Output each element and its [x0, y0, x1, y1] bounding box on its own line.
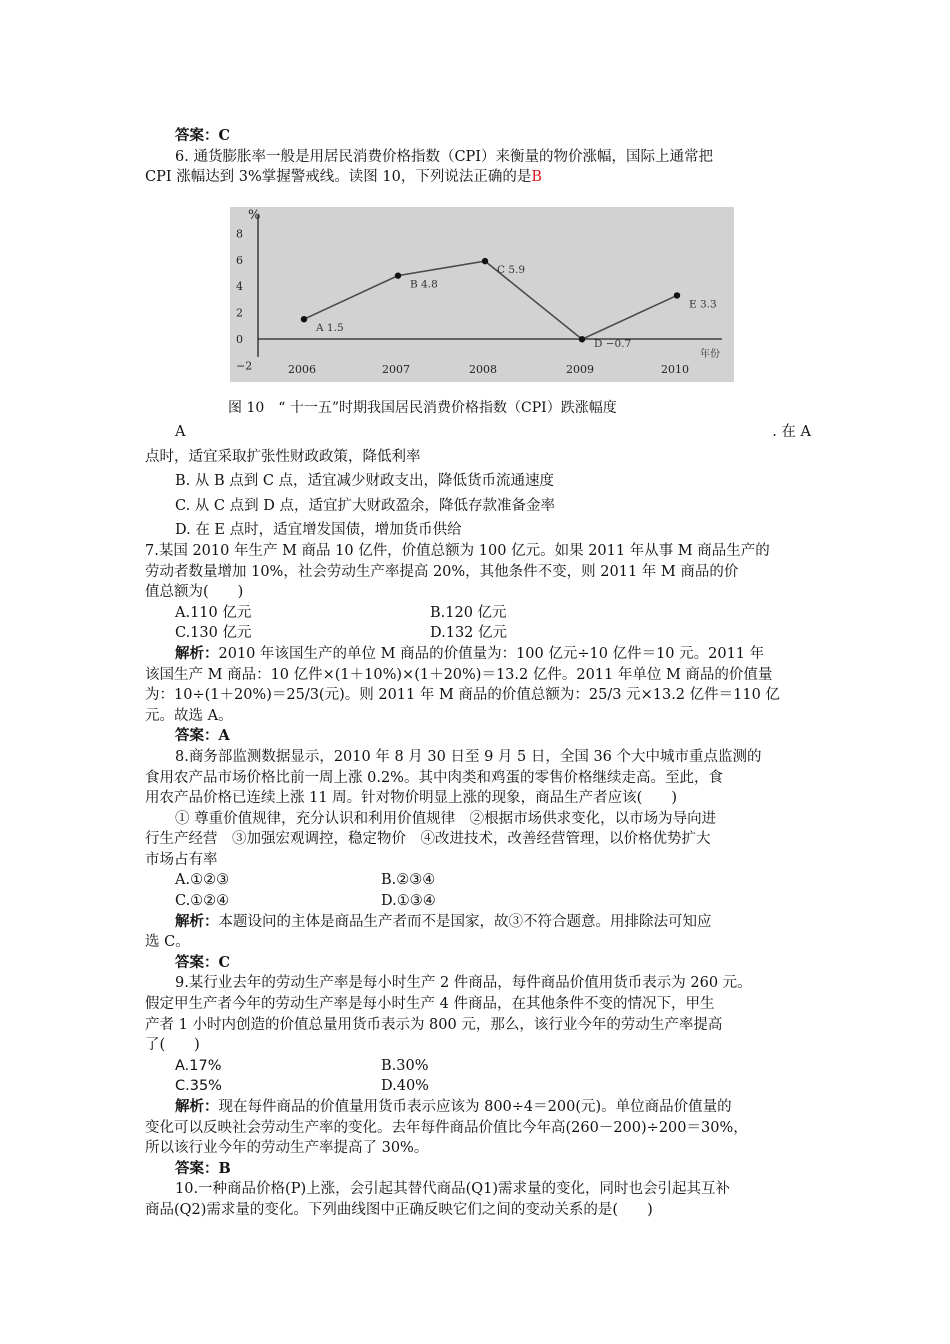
- q9-analysis-line1: 解析：现在每件商品的价值量用货币表示应该为 800÷4＝200(元)。单位商品价值量的: [175, 1098, 732, 1115]
- q8-stem-line6: 市场占有率: [145, 851, 218, 868]
- q8-options-row2: C.①②④ D.①③④: [175, 893, 436, 910]
- q8-stem-line5: 行生产经营 ③加强宏观调控，稳定物价 ④改进技术，改善经营管理，以价格优势扩大: [145, 831, 711, 848]
- x-tick-label: 2006: [288, 363, 316, 376]
- cpi-chart: [230, 207, 734, 382]
- q6-option-c: C. 从 C 点到 D 点，适宜扩大财政盈余，降低存款准备金率: [175, 497, 555, 514]
- q9-analysis-line2: 变化可以反映社会劳动生产率的变化。去年每件商品价值比今年高(260－200)÷200＝30%，: [145, 1119, 748, 1136]
- x-tick-label: 2007: [382, 363, 410, 376]
- q6-option-b: B. 从 B 点到 C 点，适宜减少财政支出，降低货币流通速度: [175, 473, 555, 490]
- q9-options-row1: A.17% B.30%: [175, 1057, 429, 1074]
- q7-analysis-line1: 解析：2010 年该国生产的单位 M 商品的价值量为：100 亿元÷10 亿件＝10 元。2011 年: [175, 644, 765, 662]
- document-body-cont: [145, 422, 813, 1221]
- q8-options-row1: A.①②③ B.②③④: [175, 872, 436, 889]
- chart-background: [230, 207, 734, 382]
- q6-option-d: D. 在 E 点时，适宜增发国债，增加货币供给: [175, 522, 462, 539]
- q10-stem-line2: 商品(Q2)需求量的变化。下列曲线图中正确反映它们之间的变动关系的是( ): [145, 1201, 653, 1218]
- y-tick-label: 4: [236, 280, 243, 294]
- q7-options-row1: A.110 亿元 B.120 亿元: [175, 604, 507, 621]
- q7-options-row2: C.130 亿元 D.132 亿元: [175, 625, 508, 642]
- q9-stem-line4: 了( ): [145, 1037, 200, 1054]
- q6-stem-line1: 6. 通货膨胀率一般是用居民消费价格指数（CPI）来衡量的物价涨幅，国际上通常把: [175, 148, 714, 165]
- y-tick-label: 0: [236, 333, 243, 346]
- q9-stem-line3: 产者 1 小时内创造的价值总量用货币表示为 800 元，那么，该行业今年的劳动生产率提高: [145, 1016, 723, 1033]
- data-point-label: B 4.8: [410, 278, 438, 291]
- q6-answer-mark: B: [531, 169, 543, 186]
- q5-answer: 答案：C: [175, 127, 231, 144]
- figure-caption: 图 10 “ 十一五”时期我国居民消费价格指数（CPI）跌涨幅度: [228, 400, 617, 416]
- q7-stem-line2: 劳动者数量增加 10%，社会劳动生产率提高 20%，其他条件不变，则 2011 年 M 商品的价: [145, 563, 739, 580]
- q9-answer: 答案：B: [175, 1159, 231, 1177]
- q9-stem-line2: 假定甲生产者今年的劳动生产率是每小时生产 4 件商品，在其他条件不变的情况下，甲生: [145, 996, 715, 1013]
- data-point: [395, 272, 401, 278]
- q7-analysis-line2: 该国生产 M 商品：10 亿件×(1＋10%)×(1＋20%)＝13.2 亿件。2011 年单位 M 商品的价值量: [145, 666, 773, 683]
- data-point-label: A 1.5: [316, 322, 344, 335]
- data-point: [674, 292, 680, 298]
- data-point: [301, 316, 307, 322]
- q8-answer: 答案：C: [175, 953, 231, 971]
- q10-stem-line1: 10.一种商品价格(P)上涨，会引起其替代商品(Q1)需求量的变化，同时也会引起其互补: [175, 1181, 731, 1198]
- q8-analysis-line2: 选 C。: [145, 934, 190, 951]
- q7-answer: 答案：A: [175, 727, 230, 745]
- document-body: [145, 118, 813, 188]
- y-tick-label: 6: [236, 253, 243, 267]
- q9-options-row2: C.35% D.40%: [175, 1078, 429, 1095]
- x-tick-label: 2009: [566, 363, 594, 376]
- q8-stem-line4: ① 尊重价值规律，充分认识和利用价值规律 ②根据市场供求变化，以市场为导向进: [175, 810, 717, 827]
- q8-analysis-line1: 解析：本题设问的主体是商品生产者而不是国家，故③不符合题意。用排除法可知应: [175, 912, 712, 930]
- y-axis-unit: %: [248, 208, 261, 223]
- data-point: [482, 258, 488, 264]
- q6-option-a-cont: 点时，适宜采取扩张性财政政策，降低利率: [145, 448, 421, 465]
- q7-stem-line1: 7.某国 2010 年生产 M 商品 10 亿件，价值总额为 100 亿元。如果 2011 年从事 M 商品生产的: [145, 542, 770, 559]
- q8-stem-line1: 8.商务部监测数据显示，2010 年 8 月 30 日至 9 月 5 日，全国 36 个大中城市重点监测的: [175, 748, 762, 765]
- q7-analysis-line3: 为：10÷(1＋20%)＝25/3(元)。则 2011 年 M 商品的价值总额为：25/3 元×13.2 亿件＝110 亿: [145, 687, 780, 704]
- cpi-line-chart: [230, 207, 734, 382]
- q9-stem-line1: 9.某行业去年的劳动生产率是每小时生产 2 件商品，每件商品价值用货币表示为 260 元。: [175, 975, 752, 992]
- q6-stem-line2: CPI 涨幅达到 3%掌握警戒线。读图 10，下列说法正确的是B: [145, 169, 543, 186]
- y-tick-label: 2: [236, 306, 243, 320]
- data-point-label: D −0.7: [594, 338, 632, 351]
- x-tick-label: 2010: [661, 363, 689, 376]
- y-tick-label: 8: [236, 227, 243, 241]
- data-point: [579, 336, 585, 342]
- data-point-label: C 5.9: [497, 264, 526, 277]
- q8-stem-line2: 食用农产品市场价格比前一周上涨 0.2%。其中肉类和鸡蛋的零售价格继续走高。至此，食: [145, 769, 723, 786]
- y-tick-label: −2: [236, 359, 253, 373]
- q8-stem-line3: 用农产品价格已连续上涨 11 周。针对物价明显上涨的现象，商品生产者应该( ): [145, 790, 677, 807]
- q6-option-a: A . 在 A: [175, 424, 811, 440]
- q7-stem-line3: 值总额为( ): [145, 584, 244, 601]
- x-tick-label: 2008: [469, 363, 497, 376]
- x-axis-label: 年份: [700, 349, 720, 360]
- data-point-label: E 3.3: [689, 298, 717, 311]
- q9-analysis-line3: 所以该行业今年的劳动生产率提高了 30%。: [145, 1140, 429, 1157]
- q7-analysis-line4: 元。故选 A。: [145, 707, 233, 724]
